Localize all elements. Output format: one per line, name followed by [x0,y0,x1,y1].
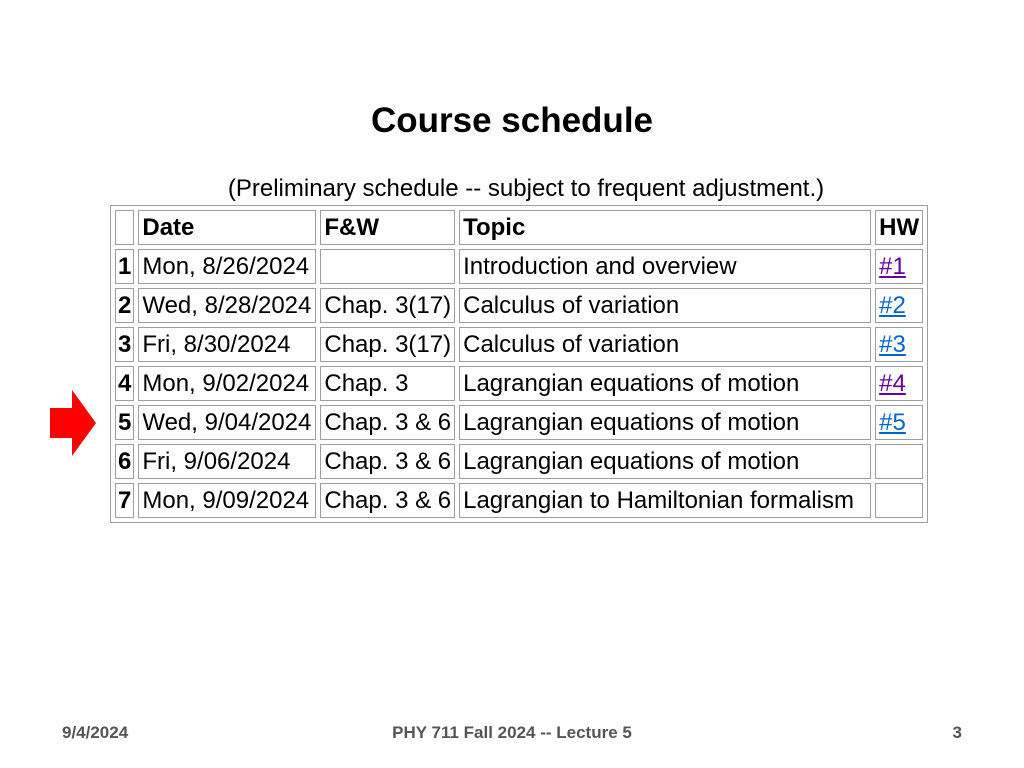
page-number: 3 [952,723,962,742]
lecture-date: Wed, 9/04/2024 [138,405,316,440]
lecture-date: Wed, 8/28/2024 [138,288,316,323]
homework-cell [875,483,923,518]
lecture-number: 3 [115,327,134,362]
homework-cell [875,366,923,401]
lecture-topic: Calculus of variation [459,327,871,362]
footer-course: PHY 711 Fall 2024 -- Lecture 5 [392,723,632,742]
header-hw: HW [875,210,923,245]
header-num [115,210,134,245]
homework-link[interactable]: #3 [879,330,906,358]
lecture-date: Fri, 8/30/2024 [138,327,316,362]
lecture-reading [320,249,455,284]
right-arrow-icon [50,390,96,456]
lecture-date: Mon, 8/26/2024 [138,249,316,284]
table-row [115,288,923,323]
lecture-date: Fri, 9/06/2024 [138,444,316,479]
lecture-topic: Lagrangian equations of motion [459,405,871,440]
course-schedule-table [110,205,928,523]
lecture-topic: Lagrangian equations of motion [459,366,871,401]
lecture-topic: Introduction and overview [459,249,871,284]
slide-title: Course schedule [370,101,654,140]
lecture-number: 4 [115,366,134,401]
lecture-reading: Chap. 3 [320,366,455,401]
header-fw: F&W [320,210,455,245]
lecture-number: 5 [115,405,134,440]
table-header-row [115,210,923,245]
homework-link[interactable]: #4 [879,369,906,397]
header-topic: Topic [459,210,871,245]
lecture-topic: Calculus of variation [459,288,871,323]
lecture-topic: Lagrangian equations of motion [459,444,871,479]
lecture-reading: Chap. 3 & 6 [320,405,455,440]
schedule-note: (Preliminary schedule -- subject to frequent adjustment.) [227,175,825,202]
table-row [115,249,923,284]
table-row [115,327,923,362]
table-row [115,483,923,518]
lecture-number: 6 [115,444,134,479]
lecture-number: 2 [115,288,134,323]
homework-cell [875,327,923,362]
header-date: Date [138,210,316,245]
homework-cell [875,288,923,323]
lecture-date: Mon, 9/02/2024 [138,366,316,401]
table-row [115,444,923,479]
lecture-reading: Chap. 3(17) [320,327,455,362]
table-row [115,366,923,401]
lecture-reading: Chap. 3(17) [320,288,455,323]
homework-cell [875,444,923,479]
table-row [115,405,923,440]
footer-date: 9/4/2024 [62,723,129,742]
lecture-reading: Chap. 3 & 6 [320,483,455,518]
homework-link[interactable]: #2 [879,291,906,319]
homework-link[interactable]: #1 [879,252,906,280]
lecture-topic: Lagrangian to Hamiltonian formalism [459,483,871,518]
lecture-reading: Chap. 3 & 6 [320,444,455,479]
homework-link[interactable]: #5 [879,408,906,436]
homework-cell [875,405,923,440]
homework-cell [875,249,923,284]
lecture-date: Mon, 9/09/2024 [138,483,316,518]
lecture-number: 7 [115,483,134,518]
lecture-number: 1 [115,249,134,284]
